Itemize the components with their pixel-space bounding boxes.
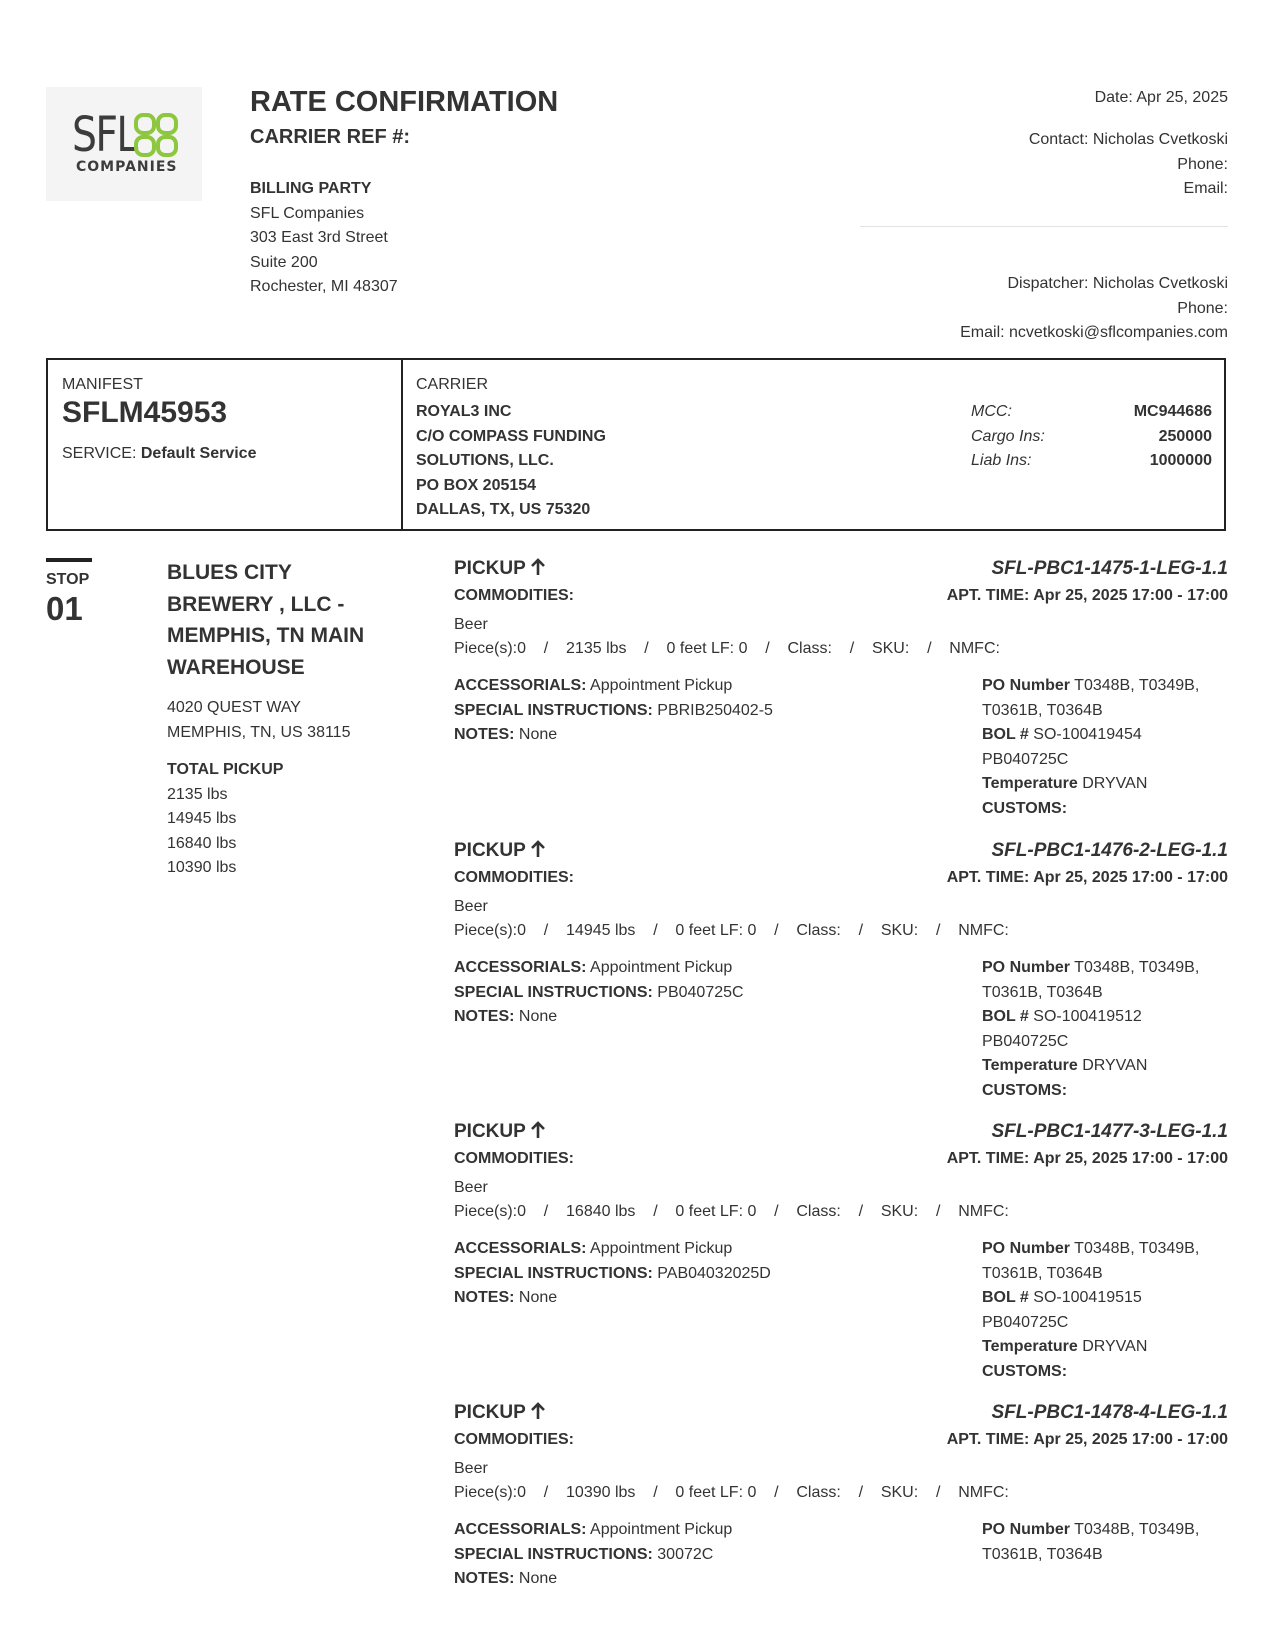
notes-value: None: [518, 726, 558, 743]
box-divider: [401, 360, 403, 529]
special-instructions-line: [454, 981, 744, 1006]
cargo-ins-label: Cargo Ins:: [971, 427, 1045, 445]
stop-bar: [46, 558, 92, 562]
pickup-heading: [454, 558, 546, 580]
stop-location-name: [167, 557, 407, 683]
pickup-details: [454, 956, 744, 1030]
po-line: [982, 1237, 1232, 1262]
service-value: Default Service: [140, 445, 257, 462]
clover-icon: [134, 113, 178, 157]
bol-value: SO-100419454: [1033, 726, 1142, 743]
stop-name-line: MEMPHIS, TN MAIN: [167, 624, 365, 647]
mcc-value: MC944686: [1133, 403, 1212, 420]
billing-party-heading: BILLING PARTY: [250, 180, 372, 197]
pickup-references: [982, 956, 1232, 1103]
commodities-label: COMMODITIES:: [454, 1150, 574, 1167]
pickup-ref: SFL-PBC1-1478-4-LEG-1.1: [991, 1402, 1228, 1423]
accessorials-line: [454, 1237, 771, 1262]
pickup-type: PICKUP: [454, 1402, 526, 1423]
bol-value-cont: PB040725C: [982, 750, 1069, 768]
temperature-line: [982, 1054, 1232, 1079]
special-instructions-line: [454, 1543, 732, 1568]
po-label: PO Number: [982, 959, 1071, 976]
dispatcher-email: Email: ncvetkoski@sflcompanies.com: [960, 324, 1228, 341]
special-instructions-line: [454, 1262, 771, 1287]
temperature-value: DRYVAN: [1082, 1057, 1148, 1074]
special-instructions-value: 30072C: [657, 1545, 714, 1563]
logo-subtext: COMPANIES: [76, 159, 178, 175]
dispatcher-phone: Phone:: [1177, 299, 1228, 317]
pickup-ref: SFL-PBC1-1476-2-LEG-1.1: [991, 840, 1228, 861]
document-date: Date: Apr 25, 2025: [1094, 89, 1228, 106]
total-pickup-weight: 14945 lbs: [167, 810, 237, 827]
carrier-ref: CARRIER REF #:: [250, 126, 411, 148]
pieces-line: Piece(s):0 / 16840 lbs / 0 feet LF: 0 / Class: / SKU: / NMFC:: [454, 1203, 1009, 1220]
customs-label: CUSTOMS:: [982, 1081, 1068, 1099]
apt-time: APT. TIME: Apr 25, 2025 17:00 - 17:00: [946, 869, 1228, 886]
bol-line: [982, 723, 1232, 748]
total-pickup-weight: 16840 lbs: [167, 834, 237, 852]
accessorials-value: Appointment Pickup: [590, 959, 733, 976]
header-divider: [860, 226, 1228, 227]
stop-name-line: WAREHOUSE: [167, 655, 305, 679]
pickup-type: PICKUP: [454, 840, 526, 861]
special-instructions-value: PAB04032025D: [657, 1264, 771, 1282]
pickup-type: PICKUP: [454, 1121, 526, 1142]
carrier-label: CARRIER: [416, 376, 489, 393]
accessorials-value: Appointment Pickup: [590, 1240, 733, 1257]
bol-label: BOL #: [982, 1289, 1029, 1306]
apt-time: APT. TIME: Apr 25, 2025 17:00 - 17:00: [946, 1150, 1228, 1167]
manifest-label: MANIFEST: [62, 376, 143, 393]
pickup-details: [454, 1518, 732, 1592]
cargo-ins-value: 250000: [1158, 427, 1212, 445]
pickup-ref: SFL-PBC1-1475-1-LEG-1.1: [991, 558, 1228, 579]
billing-party: [250, 177, 398, 300]
po-value-cont: T0361B, T0364B: [982, 1545, 1103, 1563]
bol-value: SO-100419515: [1033, 1289, 1142, 1306]
special-instructions-label: SPECIAL INSTRUCTIONS:: [454, 701, 653, 719]
stop-number: 01: [46, 590, 83, 627]
stop-label: STOP: [46, 571, 90, 588]
notes-label: NOTES:: [454, 1008, 515, 1025]
pickup-block: [454, 840, 1228, 1120]
liab-ins-label: Liab Ins:: [971, 452, 1032, 469]
bol-line: [982, 1286, 1232, 1311]
commodities-label: COMMODITIES:: [454, 1431, 574, 1448]
contact-email: Email:: [1183, 180, 1228, 197]
temperature-value: DRYVAN: [1082, 775, 1148, 792]
bol-value: SO-100419512: [1033, 1008, 1142, 1025]
commodity-name: Beer: [454, 898, 488, 915]
po-line: [982, 1518, 1232, 1543]
customs-label: CUSTOMS:: [982, 1362, 1068, 1380]
notes-line: [454, 1286, 771, 1311]
po-label: PO Number: [982, 677, 1071, 694]
manifest-carrier-box: [46, 358, 1226, 531]
billing-line: SFL Companies: [250, 204, 365, 222]
mcc-label: MCC:: [971, 403, 1012, 420]
commodities-label: COMMODITIES:: [454, 587, 574, 604]
arrow-up-icon: [530, 558, 546, 576]
pickup-block: [454, 558, 1228, 838]
billing-line: Rochester, MI 48307: [250, 278, 398, 295]
dispatcher-name: Dispatcher: Nicholas Cvetkoski: [1007, 275, 1228, 292]
arrow-up-icon: [530, 840, 546, 858]
special-instructions-label: SPECIAL INSTRUCTIONS:: [454, 983, 653, 1001]
dispatcher-block: [960, 272, 1228, 346]
billing-line: 303 East 3rd Street: [250, 229, 388, 246]
po-value: T0348B, T0349B,: [1074, 677, 1200, 694]
manifest-number: SFLM45953: [62, 396, 228, 429]
accessorials-label: ACCESSORIALS:: [454, 1521, 587, 1538]
po-value-cont: T0361B, T0364B: [982, 1264, 1103, 1282]
bol-value-cont: PB040725C: [982, 1313, 1069, 1331]
pickup-details: [454, 1237, 771, 1311]
pickup-references: [982, 1518, 1232, 1567]
pieces-line: Piece(s):0 / 2135 lbs / 0 feet LF: 0 / Class: / SKU: / NMFC:: [454, 640, 1000, 657]
temperature-line: [982, 772, 1232, 797]
pickup-references: [982, 674, 1232, 821]
contact-name: Contact: Nicholas Cvetkoski: [1028, 131, 1228, 148]
notes-label: NOTES:: [454, 1289, 515, 1306]
po-line: [982, 956, 1232, 981]
carrier-line: SOLUTIONS, LLC.: [416, 452, 554, 469]
insurance-values: [1134, 400, 1212, 474]
contact-phone: Phone:: [1177, 155, 1228, 173]
billing-line: Suite 200: [250, 253, 318, 271]
commodities-label: COMMODITIES:: [454, 869, 574, 886]
accessorials-label: ACCESSORIALS:: [454, 677, 587, 694]
po-value: T0348B, T0349B,: [1074, 959, 1200, 976]
special-instructions-value: PB040725C: [657, 983, 744, 1001]
accessorials-value: Appointment Pickup: [590, 677, 733, 694]
stop-address-line: 4020 QUEST WAY: [167, 699, 301, 716]
special-instructions-line: [454, 699, 773, 724]
po-value-cont: T0361B, T0364B: [982, 701, 1103, 719]
carrier-address: [416, 400, 606, 523]
notes-line: [454, 1005, 744, 1030]
arrow-up-icon: [530, 1121, 546, 1139]
pickup-heading: [454, 1402, 546, 1424]
accessorials-label: ACCESSORIALS:: [454, 1240, 587, 1257]
po-line: [982, 674, 1232, 699]
notes-value: None: [518, 1008, 558, 1025]
bol-label: BOL #: [982, 1008, 1029, 1025]
service-label: SERVICE:: [62, 445, 137, 462]
pickup-heading: [454, 1121, 546, 1143]
total-pickup-heading: TOTAL PICKUP: [167, 761, 284, 778]
apt-time: APT. TIME: Apr 25, 2025 17:00 - 17:00: [946, 587, 1228, 604]
po-label: PO Number: [982, 1240, 1071, 1257]
accessorials-value: Appointment Pickup: [590, 1521, 733, 1538]
pickup-type: PICKUP: [454, 558, 526, 579]
bol-value-cont: PB040725C: [982, 1032, 1069, 1050]
pickup-heading: [454, 840, 546, 862]
total-pickup: [167, 758, 283, 881]
accessorials-line: [454, 1518, 732, 1543]
pickup-details: [454, 674, 773, 748]
special-instructions-label: SPECIAL INSTRUCTIONS:: [454, 1545, 653, 1563]
accessorials-label: ACCESSORIALS:: [454, 959, 587, 976]
liab-ins-value: 1000000: [1149, 452, 1212, 469]
carrier-line: ROYAL3 INC: [416, 403, 512, 420]
pieces-line: Piece(s):0 / 14945 lbs / 0 feet LF: 0 / Class: / SKU: / NMFC:: [454, 922, 1009, 939]
pickup-ref: SFL-PBC1-1477-3-LEG-1.1: [991, 1121, 1228, 1142]
bol-line: [982, 1005, 1232, 1030]
temperature-label: Temperature: [982, 1338, 1078, 1355]
commodity-name: Beer: [454, 1179, 488, 1196]
carrier-line: DALLAS, TX, US 75320: [416, 501, 591, 518]
pickup-block: [454, 1121, 1228, 1401]
po-value-cont: T0361B, T0364B: [982, 983, 1103, 1001]
notes-label: NOTES:: [454, 726, 515, 743]
customs-label: CUSTOMS:: [982, 799, 1068, 817]
document-title: RATE CONFIRMATION: [250, 86, 559, 118]
commodity-name: Beer: [454, 1460, 488, 1477]
po-value: T0348B, T0349B,: [1074, 1521, 1200, 1538]
insurance-labels: [971, 400, 1045, 474]
carrier-line: C/O COMPASS FUNDING: [416, 427, 606, 445]
stop-address: [167, 696, 350, 745]
stop-name-line: BLUES CITY: [167, 561, 292, 584]
special-instructions-value: PBRIB250402-5: [657, 701, 773, 719]
accessorials-line: [454, 674, 773, 699]
notes-value: None: [518, 1289, 558, 1306]
special-instructions-label: SPECIAL INSTRUCTIONS:: [454, 1264, 653, 1282]
temperature-line: [982, 1335, 1232, 1360]
carrier-line: PO BOX 205154: [416, 476, 537, 494]
notes-line: [454, 723, 773, 748]
total-pickup-weight: 2135 lbs: [167, 785, 228, 803]
stop-address-line: MEMPHIS, TN, US 38115: [167, 723, 351, 741]
total-pickup-weight: 10390 lbs: [167, 859, 237, 876]
stop-name-line: BREWERY , LLC -: [167, 592, 345, 616]
accessorials-line: [454, 956, 744, 981]
commodity-name: Beer: [454, 616, 488, 633]
logo-wordmark: SFL: [72, 107, 137, 163]
bol-label: BOL #: [982, 726, 1029, 743]
po-label: PO Number: [982, 1521, 1071, 1538]
company-logo: [46, 87, 202, 201]
temperature-label: Temperature: [982, 775, 1078, 792]
service-line: [62, 445, 256, 463]
contact-block: [1029, 128, 1228, 202]
pickup-block: [454, 1402, 1228, 1602]
temperature-value: DRYVAN: [1082, 1338, 1148, 1355]
notes-value: None: [518, 1570, 558, 1587]
pickup-references: [982, 1237, 1232, 1384]
pieces-line: Piece(s):0 / 10390 lbs / 0 feet LF: 0 / Class: / SKU: / NMFC:: [454, 1484, 1009, 1501]
apt-time: APT. TIME: Apr 25, 2025 17:00 - 17:00: [946, 1431, 1228, 1448]
notes-line: [454, 1567, 732, 1592]
po-value: T0348B, T0349B,: [1074, 1240, 1200, 1257]
notes-label: NOTES:: [454, 1570, 515, 1587]
arrow-up-icon: [530, 1402, 546, 1420]
temperature-label: Temperature: [982, 1057, 1078, 1074]
